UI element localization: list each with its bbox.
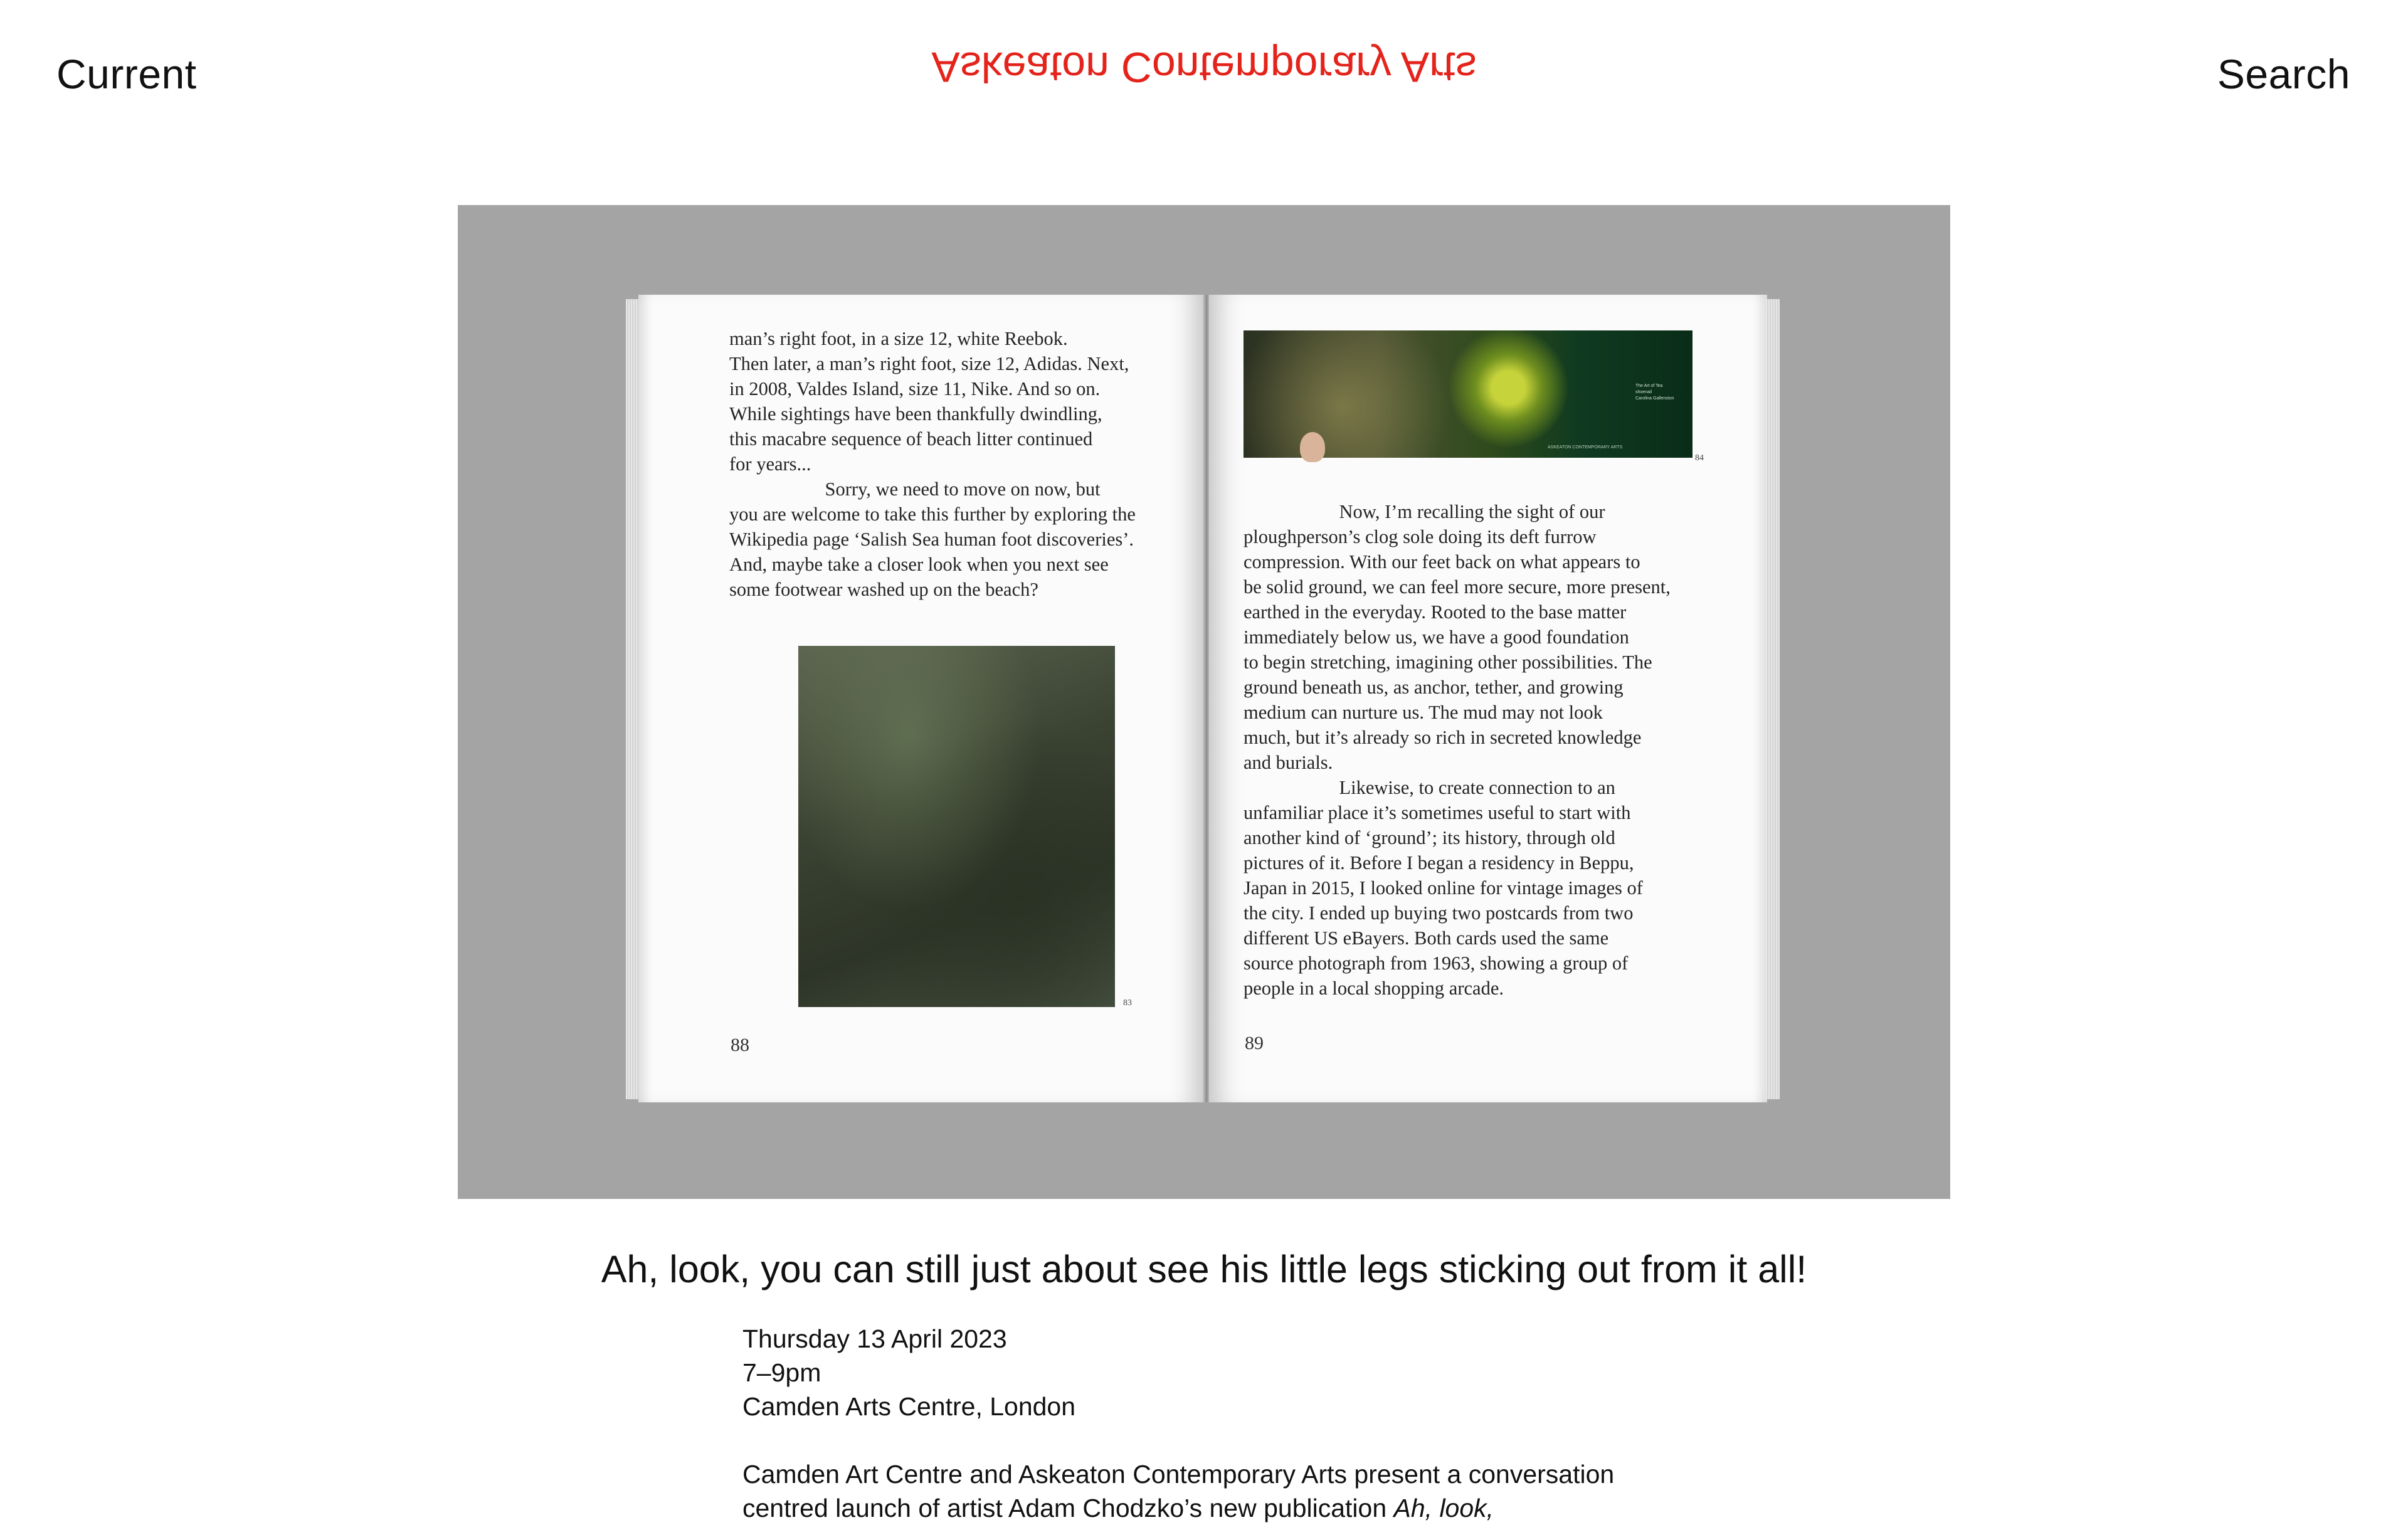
left-page-text: man’s right foot, in a size 12, white Reebok. Then later, a man’s right foot, size 12, Adidas. Next, in 2008, Valdes Island, size 11, Nike. And so on. While sightings have been thankfully dwindling, this macabre sequence of beach litter continued for years... Sorry, we need to move on now, but you are welcome to take this further by exploring the Wikipedia page ‘Salish Sea human foot discoveries’. And, maybe take a closer look when you next see some footwear washed up on the beach?: [729, 328, 1136, 600]
event-description: [742, 1457, 1614, 1525]
page-number-89: 89: [1245, 1033, 1264, 1053]
photo-credit: ASKEATON CONTEMPORARY ARTS: [1548, 445, 1623, 450]
event-description-line-1: Camden Art Centre and Askeaton Contemporary Arts present a conversation: [742, 1460, 1615, 1489]
figure-plants-photo: [1244, 330, 1692, 458]
event-headline: Ah, look, you can still just about see his little legs sticking out from it all!: [601, 1248, 1807, 1290]
event-description-line-2: [742, 1491, 1614, 1525]
book-left-page: [638, 295, 1204, 1102]
book-right-page: [1209, 295, 1767, 1102]
book-edge-right: [1766, 299, 1780, 1099]
photo-caption: The Art of Tea shoenail Carolina Gallenston: [1635, 384, 1674, 401]
figure-number-83: 83: [1123, 998, 1132, 1008]
event-date: Thursday 13 April 2023: [742, 1324, 1007, 1353]
publication-title: Ah, look,: [1393, 1494, 1494, 1522]
hero-image[interactable]: [458, 205, 1950, 1199]
site-title-logo[interactable]: [0, 39, 2408, 95]
event-details: [742, 1322, 1614, 1525]
right-page-text: Now, I’m recalling the sight of our ploughperson’s clog sole doing its deft furrow compression. With our feet back on what appears to be solid ground, we can feel more secure, more present, earthed in the everyday. Rooted to the base matter immediately below us, we have a good foundation to begin stretching, imagining other possibilities. The ground beneath us, as anchor, tether, and growing medium can nurture us. The mud may not look much, but it’s already so rich in secreted knowledge and burials. Likewise, to create connection to an unfamiliar place it’s sometimes useful to start with another kind of ‘ground’; its history, through old pictures of it. Before I began a residency in Beppu, Japan in 2015, I looked online for vintage images of the city. I ended up buying two postcards from two different US eBayers. Both cards used the same source photograph from 1963, showing a group of people in a local shopping arcade.: [1244, 501, 1671, 999]
book-edge-left: [626, 299, 640, 1099]
nav-current-link[interactable]: Current: [56, 51, 197, 97]
site-title-text[interactable]: Askeaton Contemporary Arts: [931, 43, 1477, 91]
event-time: 7–9pm: [742, 1358, 821, 1387]
hand-in-photo: [1300, 432, 1325, 462]
figure-number-84: 84: [1695, 453, 1704, 463]
page-number-88: 88: [731, 1035, 749, 1055]
event-description-line-2-text: centred launch of artist Adam Chodzko’s new publication: [742, 1494, 1394, 1522]
nav-search-link[interactable]: Search: [2217, 51, 2350, 97]
event-venue: Camden Arts Centre, London: [742, 1392, 1076, 1421]
figure-legs-in-water: [798, 646, 1115, 1007]
